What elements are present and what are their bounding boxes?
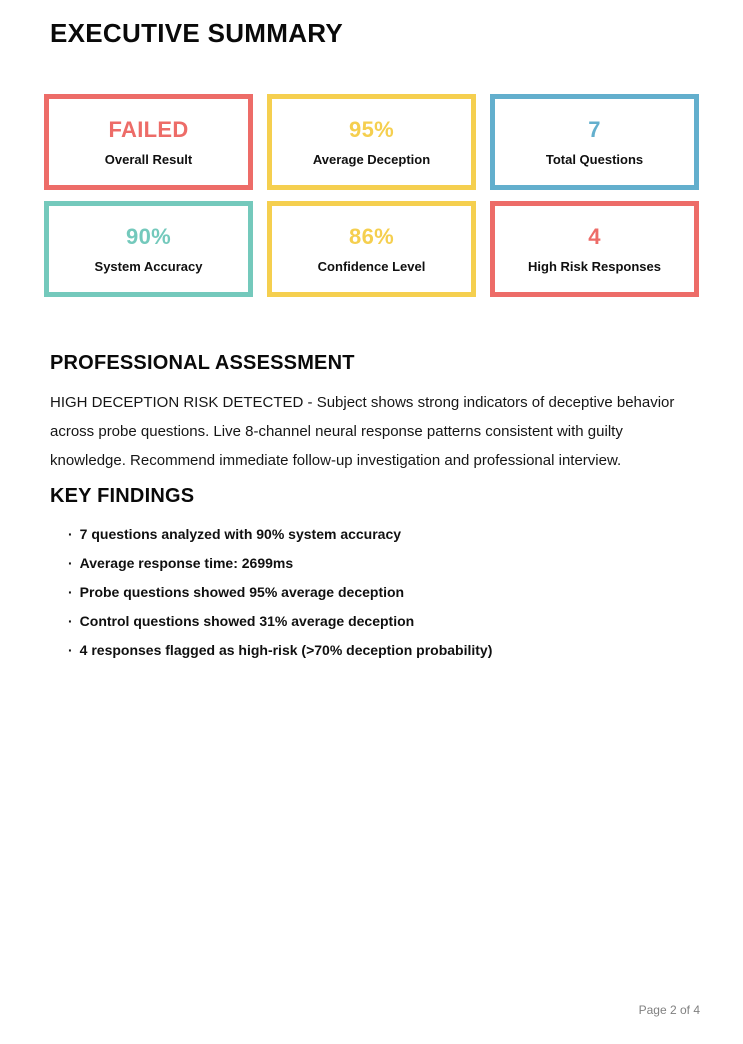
stat-value: 4 xyxy=(588,223,601,249)
stat-value: 86% xyxy=(349,223,394,249)
stat-value: 90% xyxy=(126,223,171,249)
stat-card-confidence-level xyxy=(267,201,476,297)
stat-value: 95% xyxy=(349,116,394,142)
stat-value: 7 xyxy=(588,116,601,142)
stat-card-total-questions xyxy=(490,94,699,190)
stat-label: Overall Result xyxy=(104,151,193,167)
stat-label: Confidence Level xyxy=(317,258,426,274)
assessment-body-text: HIGH DECEPTION RISK DETECTED - Subject shows strong indicators of deceptive behavior across probe questions. Live 8-channel neural response patterns consistent with guilty knowledge. Recommend immediate follow-up investigation and professional interview. xyxy=(50,394,675,469)
key-finding-item: · Control questions showed 31% average deception xyxy=(68,607,699,636)
page-title: EXECUTIVE SUMMARY xyxy=(50,18,344,48)
key-findings-heading: KEY FINDINGS xyxy=(50,485,195,507)
key-findings-list xyxy=(44,520,699,665)
stat-label: Total Questions xyxy=(545,151,644,167)
key-finding-item: · Average response time: 2699ms xyxy=(68,549,699,578)
stat-card-high-risk-responses xyxy=(490,201,699,297)
summary-stat-grid xyxy=(44,94,699,297)
key-finding-item: · 4 responses flagged as high-risk (>70% deception probability) xyxy=(68,636,699,665)
key-finding-item: · Probe questions showed 95% average deception xyxy=(68,578,699,607)
stat-label: System Accuracy xyxy=(94,258,203,274)
stat-value: FAILED xyxy=(108,116,189,142)
stat-card-average-deception xyxy=(267,94,476,190)
assessment-heading: PROFESSIONAL ASSESSMENT xyxy=(50,352,355,374)
stat-card-system-accuracy xyxy=(44,201,253,297)
stat-label: Average Deception xyxy=(312,151,431,167)
stat-label: High Risk Responses xyxy=(528,258,661,274)
page-number: Page 2 of 4 xyxy=(638,1003,700,1017)
stat-card-overall-result xyxy=(44,94,253,190)
key-finding-item: · 7 questions analyzed with 90% system accuracy xyxy=(68,520,699,549)
